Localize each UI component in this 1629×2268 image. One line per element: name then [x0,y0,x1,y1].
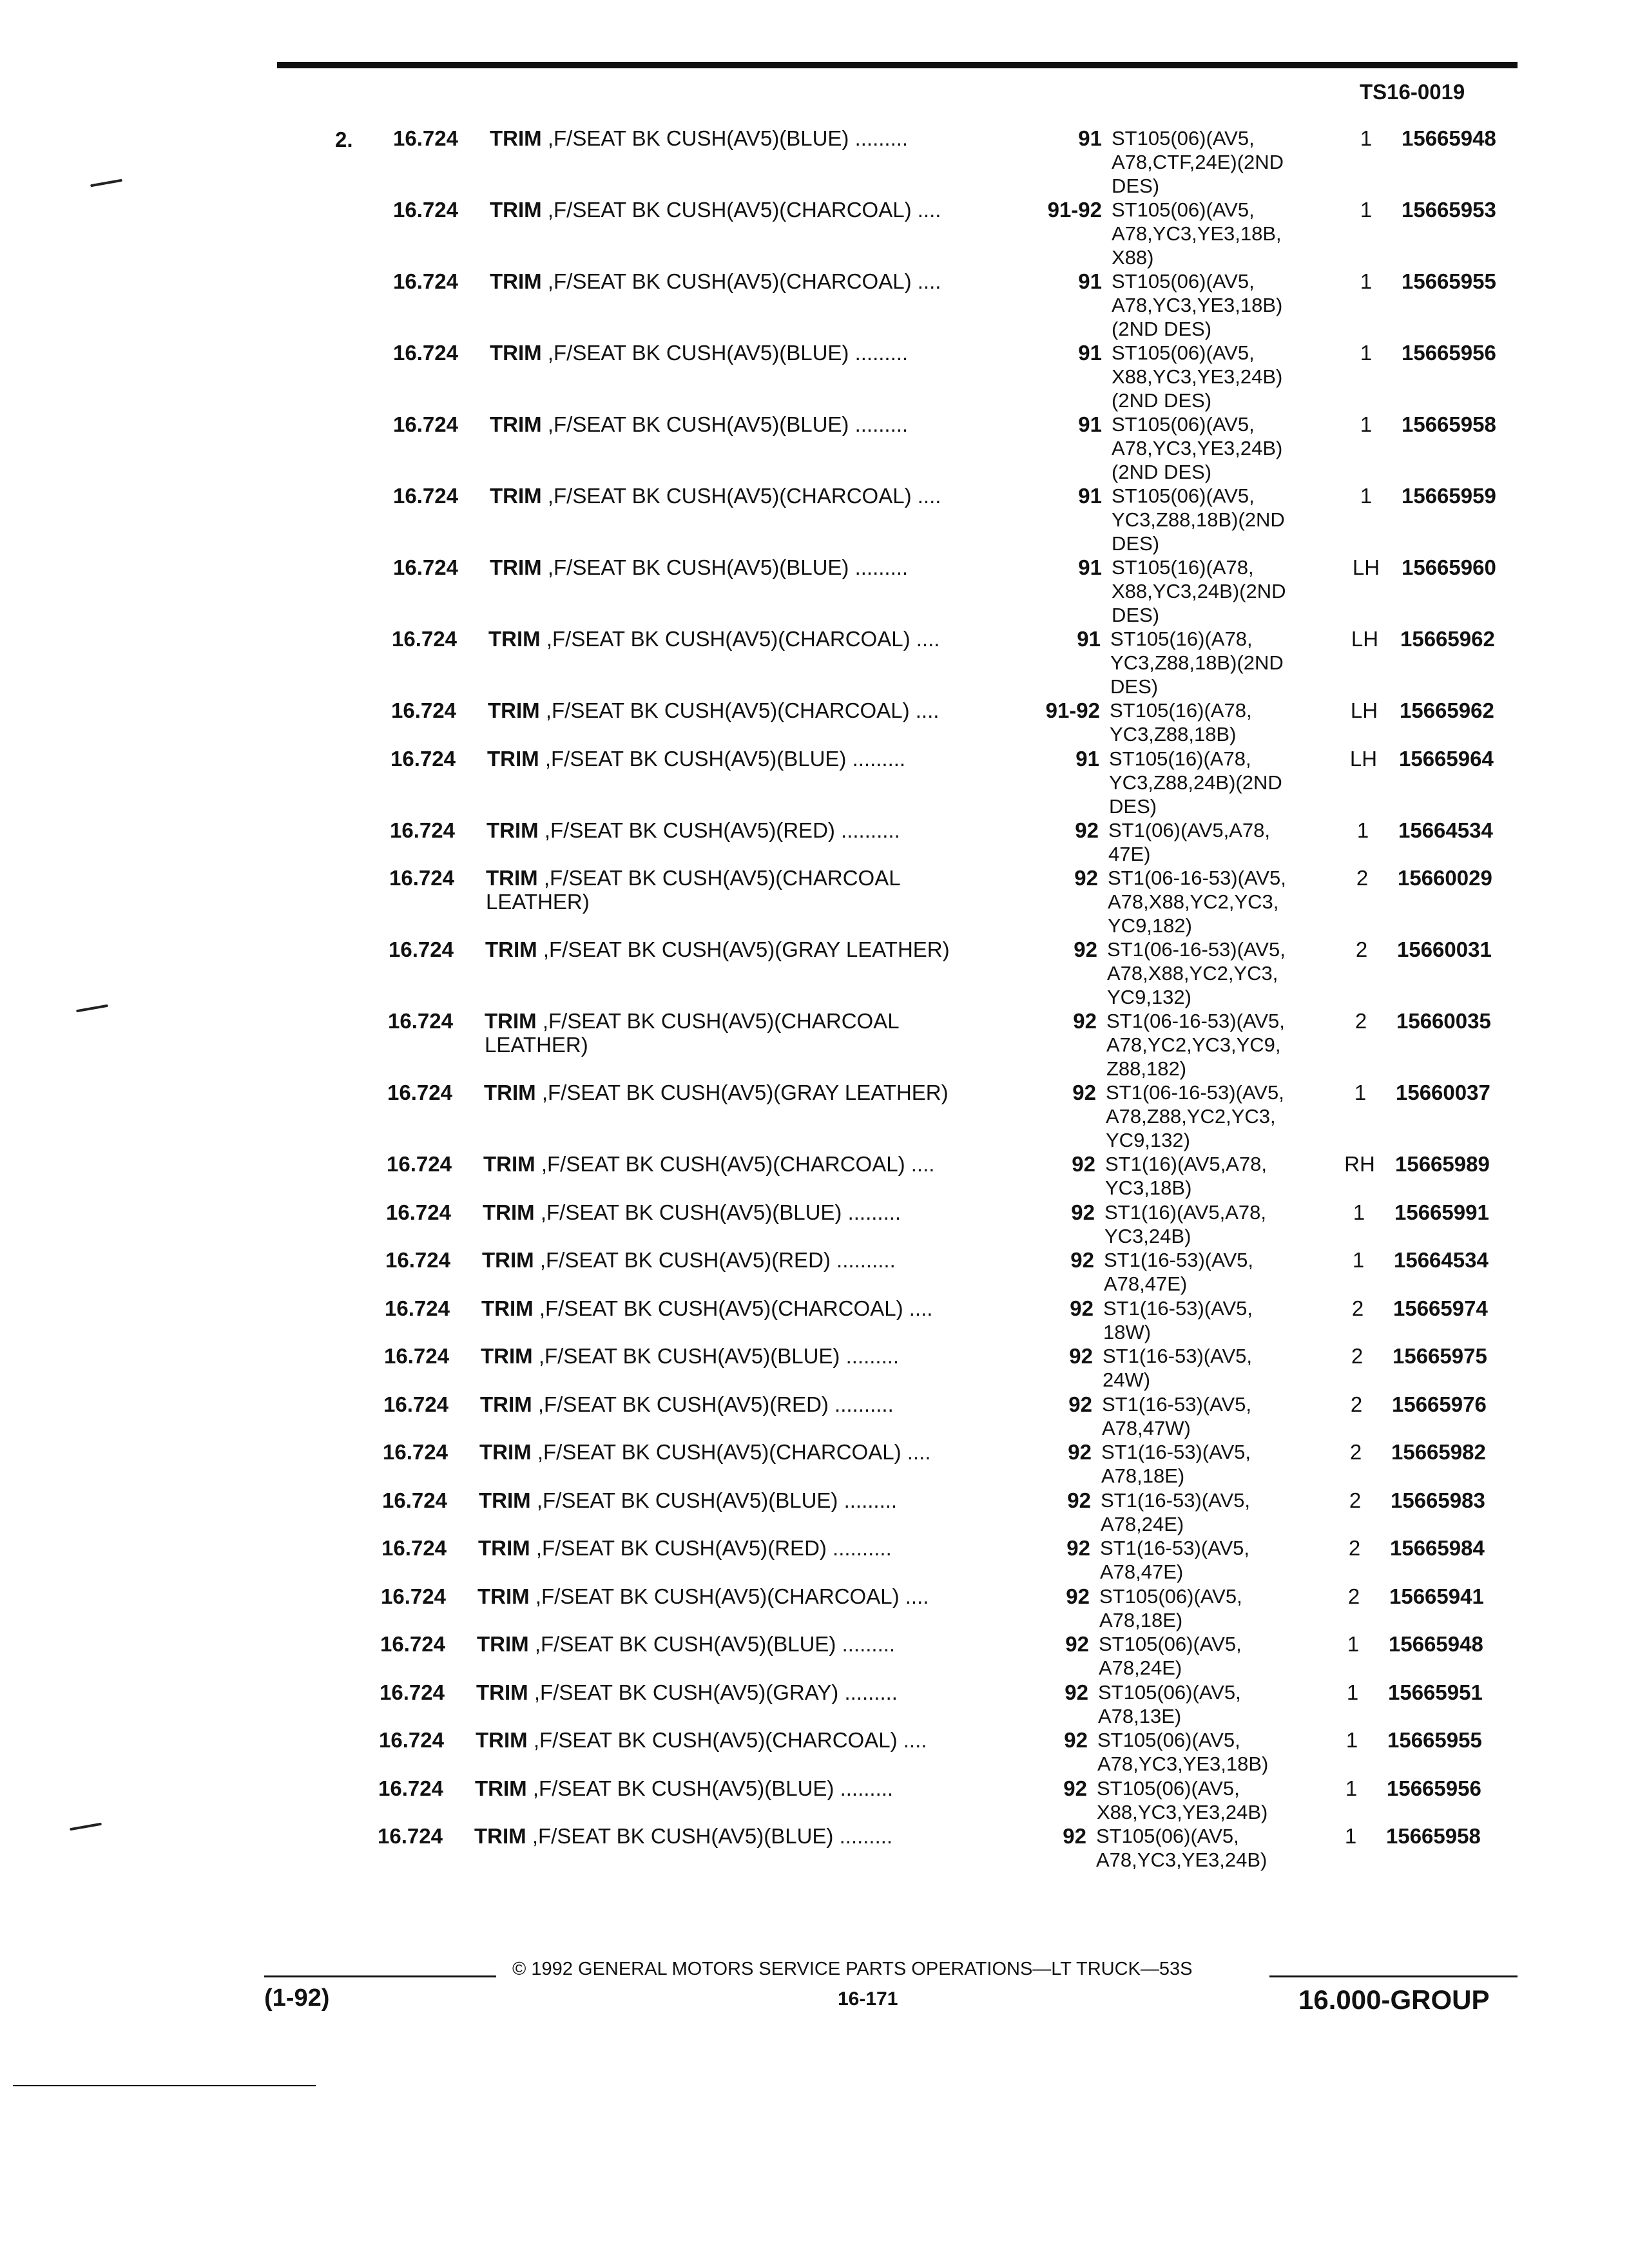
group-code: 16.724 [390,746,456,771]
part-description-text: ,F/SEAT BK CUSH(AV5)(BLUE) ......... [540,1200,901,1224]
part-description [481,1344,970,1368]
part-item: TRIM [487,818,539,842]
group-code: 16.724 [387,1152,452,1176]
quantity: 2 [1348,1536,1361,1560]
quantity: 2 [1354,1009,1367,1033]
part-description-text: ,F/SEAT BK CUSH(AV5)(GRAY LEATHER) [543,937,950,961]
part-number: 15665955 [1387,1728,1482,1752]
group-code: 16.724 [381,1536,447,1560]
quantity: 1 [1360,269,1373,293]
usage-code: ST1(16-53)(AV5, A78,47E) [1100,1537,1250,1583]
model-year: 92 [1070,1248,1094,1272]
part-item: TRIM [475,1776,527,1800]
part-description-text: ,F/SEAT BK CUSH(AV5)(BLUE) ......... [547,126,909,150]
part-description-text: ,F/SEAT BK CUSH(AV5)(BLUE) ......... [547,412,909,436]
part-item: TRIM [481,1344,533,1368]
part-description-text: ,F/SEAT BK CUSH(AV5)(CHARCOAL) .... [547,269,941,293]
group-code: 16.724 [383,1392,448,1416]
table-row [0,1488,1618,1537]
part-description-text: ,F/SEAT BK CUSH(AV5)(BLUE) ......... [545,746,906,771]
usage-code: ST1(06-16-53)(AV5, A78,X88,YC2,YC3, YC9,132) [1107,938,1286,1008]
group-code: 16.724 [380,1632,445,1656]
group-code: 16.724 [386,1200,451,1224]
part-description-text: ,F/SEAT BK CUSH(AV5)(CHARCOAL) .... [546,627,940,651]
part-description-text: ,F/SEAT BK CUSH(AV5)(BLUE) ......... [547,555,909,579]
usage-code: ST105(06)(AV5, A78,18E) [1099,1584,1242,1631]
usage-code: ST105(06)(AV5, X88,YC3,YE3,24B) [1097,1776,1268,1823]
scan-edge-line [13,2085,316,2086]
section-number: 2. [335,128,353,151]
usage-code: ST105(16)(A78, X88,YC3,24B)(2ND DES) [1112,556,1286,626]
model-year: 92 [1070,1296,1094,1320]
part-number: 15665960 [1402,555,1496,579]
table-row [0,198,1629,269]
part-item: TRIM [486,866,538,890]
table-row [0,126,1629,198]
model-year: 92 [1067,1488,1091,1512]
part-number: 15665956 [1402,341,1496,365]
footer-date-code: (1-92) [264,1984,330,2012]
part-description [487,818,976,842]
group-code: 16.724 [393,341,458,365]
part-description [490,412,979,436]
model-year: 92 [1072,1152,1095,1176]
part-description [485,937,975,961]
table-row [0,1632,1616,1680]
part-description-text: ,F/SEAT BK CUSH(AV5)(BLUE) ......... [547,341,909,365]
parts-list [0,126,1629,1872]
quantity: 2 [1356,866,1369,890]
model-year: 91 [1078,269,1102,293]
model-year: 91-92 [1045,698,1100,722]
table-row [0,1344,1620,1392]
part-description [484,1081,974,1104]
part-item: TRIM [476,1680,528,1704]
part-description [486,866,976,914]
part-item: TRIM [490,484,542,508]
quantity: LH [1350,698,1378,722]
table-row [0,1584,1617,1633]
part-description-text: ,F/SEAT BK CUSH(AV5)(RED) .......... [535,1536,892,1560]
quantity: 1 [1346,1680,1359,1704]
part-item: TRIM [474,1824,526,1848]
group-code: 16.724 [379,1728,444,1752]
usage-code: ST1(16)(AV5,A78, YC3,18B) [1105,1153,1267,1199]
footer-rule-right [1269,1975,1518,1977]
usage-code: ST105(16)(A78, YC3,Z88,24B)(2ND DES) [1109,747,1282,818]
usage-code: ST1(16-53)(AV5, A78,24E) [1101,1488,1251,1535]
usage-code: ST105(06)(AV5, X88,YC3,YE3,24B) (2ND DES) [1112,341,1283,412]
table-row [0,1728,1615,1776]
part-number: 15665984 [1390,1536,1485,1560]
part-description [477,1584,967,1608]
part-number: 15665982 [1391,1440,1486,1464]
part-description-text: ,F/SEAT BK CUSH(AV5)(CHARCOAL LEATHER) [486,866,900,914]
group-code: 16.724 [389,866,454,890]
table-row [0,1009,1624,1081]
model-year: 91 [1077,627,1101,651]
table-row [0,1152,1623,1200]
usage-code: ST105(06)(AV5, A78,YC3,YE3,24B) (2ND DES) [1112,413,1283,483]
part-description-text: ,F/SEAT BK CUSH(AV5)(CHARCOAL) .... [535,1584,929,1608]
part-number: 15665976 [1392,1392,1487,1416]
part-description-text: ,F/SEAT BK CUSH(AV5)(BLUE) ......... [538,1344,900,1368]
table-row [0,555,1629,627]
quantity: 1 [1354,1081,1367,1104]
document-code: TS16-0019 [1360,80,1465,104]
part-description-text: ,F/SEAT BK CUSH(AV5)(BLUE) ......... [536,1488,898,1512]
part-item: TRIM [483,1152,535,1176]
group-code: 16.724 [385,1248,450,1272]
usage-code: ST105(06)(AV5, A78,YC3,YE3,24B) [1096,1825,1268,1871]
quantity: LH [1351,627,1379,651]
group-code: 16.724 [387,1081,452,1104]
part-number: 15660029 [1398,866,1492,890]
part-item: TRIM [476,1728,528,1752]
usage-code: ST105(06)(AV5, A78,YC3,YE3,18B, X88) [1112,198,1282,269]
usage-code: ST105(06)(AV5, A78,YC3,YE3,18B) [1097,1729,1269,1775]
model-year: 91 [1075,746,1099,771]
group-code: 16.724 [393,269,458,293]
part-description [488,698,978,722]
part-number: 15665948 [1402,126,1496,150]
part-description-text: ,F/SEAT BK CUSH(AV5)(CHARCOAL) .... [547,484,941,508]
usage-code: ST1(06-16-53)(AV5, A78,X88,YC2,YC3, YC9,182) [1108,867,1286,937]
part-description-text: ,F/SEAT BK CUSH(AV5)(BLUE) ......... [532,1824,893,1848]
part-description [483,1152,973,1176]
usage-code: ST1(06)(AV5,A78, 47E) [1108,818,1270,865]
part-description [476,1680,966,1704]
part-item: TRIM [485,937,537,961]
part-number: 15664534 [1394,1248,1489,1272]
model-year: 92 [1072,1081,1096,1104]
table-row [0,627,1628,698]
part-item: TRIM [480,1392,532,1416]
model-year: 92 [1066,1584,1090,1608]
part-number: 15665956 [1387,1776,1481,1800]
part-description-text: ,F/SEAT BK CUSH(AV5)(GRAY LEATHER) [541,1081,949,1104]
model-year: 92 [1075,818,1099,842]
part-number: 15660031 [1397,937,1492,961]
quantity: 1 [1360,412,1373,436]
model-year: 92 [1073,1009,1097,1033]
usage-code: ST1(16-53)(AV5, A78,47E) [1104,1249,1254,1295]
group-code: 16.724 [393,484,458,508]
part-description [490,269,979,293]
part-description [490,341,979,365]
quantity: 2 [1347,1584,1360,1608]
usage-code: ST105(06)(AV5, A78,CTF,24E)(2ND DES) [1112,127,1284,197]
part-description [485,1009,974,1057]
part-number: 15665989 [1395,1152,1490,1176]
part-description-text: ,F/SEAT BK CUSH(AV5)(RED) .......... [544,818,900,842]
quantity: LH [1349,746,1378,771]
model-year: 91 [1078,555,1102,579]
footer-group: 16.000-GROUP [1298,1984,1490,2015]
table-row [0,1248,1621,1296]
part-item: TRIM [483,1200,535,1224]
part-number: 15665953 [1402,198,1496,222]
usage-code: ST1(16)(AV5,A78, YC3,24B) [1104,1200,1266,1247]
part-item: TRIM [484,1081,536,1104]
group-code: 16.724 [393,198,458,222]
model-year: 92 [1065,1632,1089,1656]
table-row [0,484,1629,555]
part-description-text: ,F/SEAT BK CUSH(AV5)(CHARCOAL) .... [533,1728,927,1752]
part-item: TRIM [478,1536,530,1560]
group-code: 16.724 [392,627,457,651]
part-description [474,1824,964,1848]
part-number: 15660035 [1396,1009,1491,1033]
group-code: 16.724 [382,1488,447,1512]
usage-code: ST1(16-53)(AV5, A78,47W) [1102,1392,1252,1439]
group-code: 16.724 [378,1776,443,1800]
part-item: TRIM [490,198,542,222]
part-item: TRIM [481,1296,534,1320]
part-description-text: ,F/SEAT BK CUSH(AV5)(CHARCOAL) .... [547,198,941,222]
usage-code: ST1(16-53)(AV5, A78,18E) [1101,1441,1251,1487]
usage-code: ST105(16)(A78, YC3,Z88,18B) [1110,699,1252,745]
model-year: 92 [1065,1680,1088,1704]
part-number: 15665948 [1389,1632,1483,1656]
part-number: 15665962 [1400,698,1494,722]
part-item: TRIM [485,1009,537,1033]
quantity: 2 [1355,937,1368,961]
quantity: 1 [1347,1632,1360,1656]
part-description [477,1632,967,1656]
part-description [478,1536,968,1560]
group-code: 16.724 [393,555,458,579]
part-description-text: ,F/SEAT BK CUSH(AV5)(BLUE) ......... [534,1632,896,1656]
part-number: 15665958 [1386,1824,1481,1848]
model-year: 92 [1071,1200,1095,1224]
part-number: 15665975 [1393,1344,1487,1368]
part-item: TRIM [477,1584,530,1608]
model-year: 92 [1068,1392,1092,1416]
part-description-text: ,F/SEAT BK CUSH(AV5)(CHARCOAL LEATHER) [485,1009,899,1057]
table-row [0,937,1624,1009]
usage-code: ST105(06)(AV5, A78,13E) [1098,1680,1241,1727]
part-description-text: ,F/SEAT BK CUSH(AV5)(BLUE) ......... [532,1776,894,1800]
quantity: 1 [1344,1824,1357,1848]
usage-code: ST1(06-16-53)(AV5, A78,Z88,YC2,YC3, YC9,132) [1106,1081,1284,1151]
part-number: 15665959 [1402,484,1496,508]
part-item: TRIM [482,1248,534,1272]
usage-code: ST105(06)(AV5, YC3,Z88,18B)(2ND DES) [1112,485,1285,555]
part-number: 15665951 [1388,1680,1483,1704]
part-number: 15664534 [1398,818,1493,842]
group-code: 16.724 [384,1344,449,1368]
table-row [0,747,1626,818]
model-year: 92 [1064,1728,1088,1752]
part-description-text: ,F/SEAT BK CUSH(AV5)(RED) .......... [539,1248,896,1272]
part-item: TRIM [490,555,542,579]
part-description [490,198,979,222]
model-year: 91 [1078,412,1102,436]
part-number: 15665991 [1394,1200,1489,1224]
part-description [488,627,978,651]
part-description [487,747,977,771]
quantity: 2 [1350,1392,1363,1416]
usage-code: ST105(16)(A78, YC3,Z88,18B)(2ND DES) [1110,628,1284,698]
part-item: TRIM [487,746,539,771]
model-year: 92 [1074,866,1098,890]
quantity: 1 [1360,484,1373,508]
footer-copyright: © 1992 GENERAL MOTORS SERVICE PARTS OPERATIONS—LT TRUCK—53S [512,1959,1193,1979]
part-number: 15665962 [1400,627,1495,651]
group-code: 16.724 [381,1584,446,1608]
group-code: 16.724 [391,698,456,722]
quantity: LH [1352,555,1380,579]
part-description [481,1296,971,1320]
table-row [0,1296,1621,1345]
part-number: 15660037 [1396,1081,1490,1104]
header-rule [277,62,1518,68]
part-number: 15665974 [1393,1296,1488,1320]
table-row [0,1440,1619,1488]
part-description [475,1776,965,1800]
group-code: 16.724 [388,1009,453,1033]
part-number: 15665955 [1402,269,1496,293]
table-row [0,1680,1615,1729]
part-description [479,1440,969,1464]
group-code: 16.724 [380,1680,445,1704]
model-year: 92 [1063,1824,1086,1848]
part-description [490,126,979,150]
part-description-text: ,F/SEAT BK CUSH(AV5)(CHARCOAL) .... [539,1296,933,1320]
part-number: 15665964 [1399,746,1494,771]
table-row [0,818,1626,867]
part-description-text: ,F/SEAT BK CUSH(AV5)(CHARCOAL) .... [541,1152,935,1176]
quantity: 1 [1353,1200,1365,1224]
quantity: 1 [1360,126,1373,150]
model-year: 92 [1074,937,1097,961]
model-year: 92 [1069,1344,1093,1368]
group-code: 16.724 [378,1824,443,1848]
quantity: 2 [1351,1344,1364,1368]
model-year: 91 [1078,126,1102,150]
table-row [0,341,1629,412]
usage-code: ST1(06-16-53)(AV5, A78,YC2,YC3,YC9, Z88,182) [1106,1010,1285,1080]
model-year: 92 [1068,1440,1092,1464]
part-description [490,484,979,508]
quantity: 1 [1352,1248,1365,1272]
table-row [0,1776,1614,1825]
part-description-text: ,F/SEAT BK CUSH(AV5)(RED) .......... [537,1392,894,1416]
group-code: 16.724 [393,126,458,150]
part-item: TRIM [479,1440,532,1464]
page-number: 16-171 [838,1988,898,2010]
part-number: 15665983 [1391,1488,1485,1512]
usage-code: ST105(06)(AV5, A78,YC3,YE3,18B) (2ND DES) [1112,270,1283,340]
part-item: TRIM [490,412,542,436]
part-description-text: ,F/SEAT BK CUSH(AV5)(CHARCOAL) .... [545,698,940,722]
part-description [482,1248,972,1272]
part-item: TRIM [479,1488,531,1512]
usage-code: ST105(06)(AV5, A78,24E) [1099,1633,1242,1679]
part-description [490,555,979,579]
part-item: TRIM [477,1632,529,1656]
part-number: 15665958 [1402,412,1496,436]
model-year: 92 [1063,1776,1087,1800]
table-row [0,412,1629,484]
part-description-text: ,F/SEAT BK CUSH(AV5)(GRAY) ......... [534,1680,898,1704]
quantity: 1 [1345,1728,1358,1752]
part-item: TRIM [490,341,542,365]
table-row [0,866,1625,937]
quantity: 2 [1349,1440,1362,1464]
model-year: 92 [1066,1536,1090,1560]
usage-code: ST1(16-53)(AV5, 24W) [1103,1345,1253,1391]
part-number: 15665941 [1389,1584,1484,1608]
group-code: 16.724 [390,818,455,842]
part-description [476,1728,965,1752]
quantity: 1 [1360,341,1373,365]
table-row [0,1392,1619,1441]
part-item: TRIM [490,269,542,293]
table-row [0,269,1629,341]
part-item: TRIM [490,126,542,150]
quantity: 1 [1345,1776,1358,1800]
quantity: 2 [1351,1296,1364,1320]
table-row [0,1824,1614,1872]
model-year: 91 [1078,341,1102,365]
group-code: 16.724 [393,412,458,436]
model-year: 91 [1078,484,1102,508]
part-item: TRIM [488,698,540,722]
quantity: RH [1344,1152,1375,1176]
part-description [479,1488,969,1512]
group-code: 16.724 [389,937,454,961]
part-description [480,1392,970,1416]
table-row [0,698,1627,747]
table-row [0,1200,1622,1249]
part-item: TRIM [488,627,541,651]
group-code: 16.724 [385,1296,450,1320]
table-row [0,1536,1617,1584]
quantity: 1 [1360,198,1373,222]
footer-rule-left [264,1975,496,1977]
group-code: 16.724 [383,1440,448,1464]
part-description-text: ,F/SEAT BK CUSH(AV5)(CHARCOAL) .... [537,1440,931,1464]
model-year: 91-92 [1047,198,1102,222]
part-description [483,1200,972,1224]
quantity: 1 [1356,818,1369,842]
quantity: 2 [1349,1488,1362,1512]
table-row [0,1081,1623,1152]
usage-code: ST1(16-53)(AV5, 18W) [1103,1296,1253,1343]
